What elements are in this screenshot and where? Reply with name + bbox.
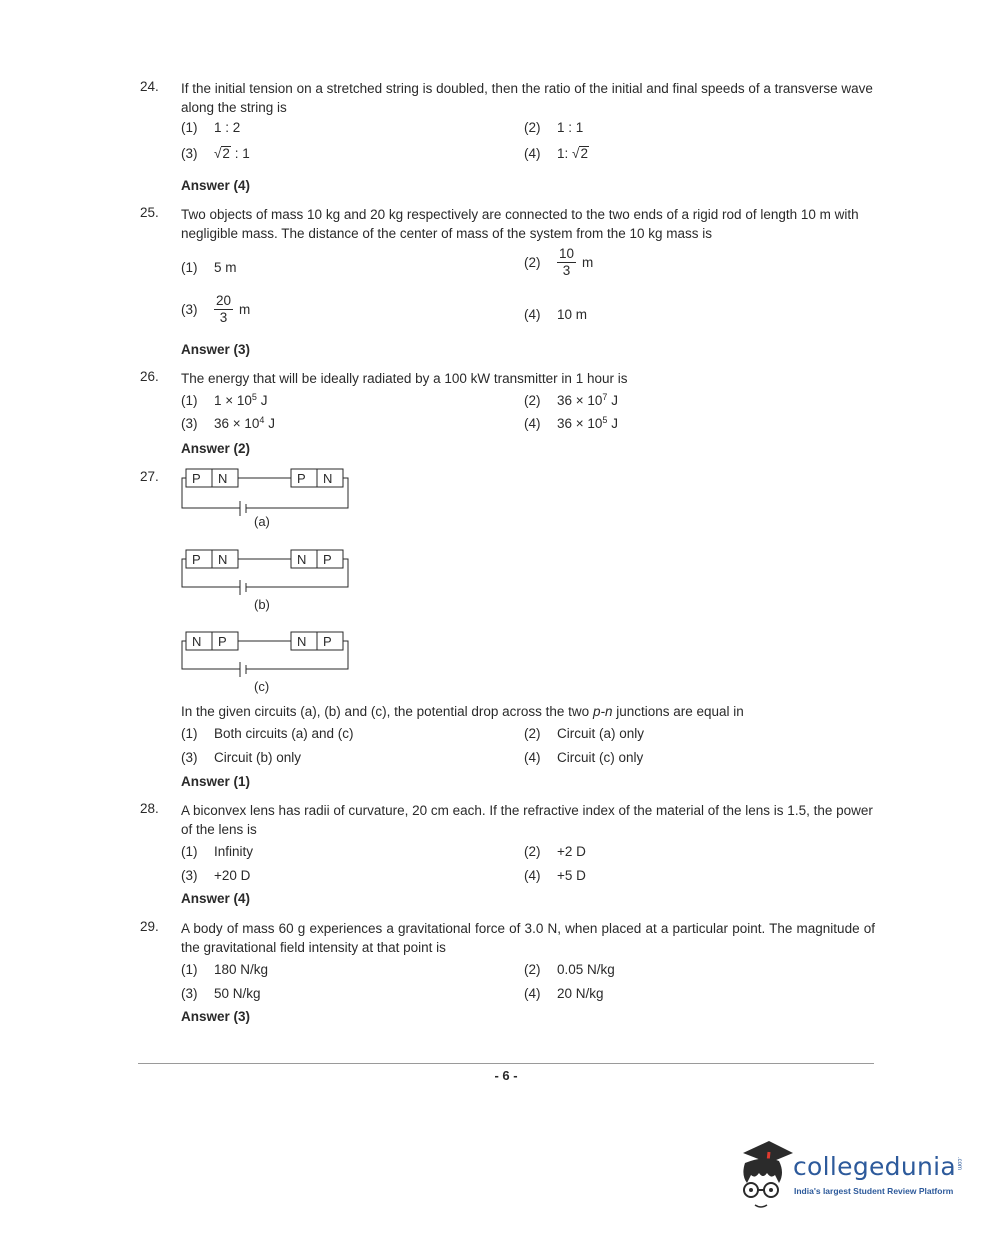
circuit-label: (b) [254, 597, 270, 612]
option-1: (1) $1 \times 10^5$ J [181, 392, 268, 408]
logo-name: collegedunia [793, 1152, 956, 1181]
question-25 [140, 205, 875, 357]
option-3: (3) Circuit (b) only [181, 750, 302, 765]
option-4: (4) +5 D [524, 868, 586, 883]
diode1-right: N [218, 552, 228, 567]
option-3: (3) $\frac{20}{3}$ m [181, 293, 251, 325]
question-text: In the given circuits (a), (b) and (c), the potential drop across the two p-n junctions are equal in [181, 704, 744, 719]
option-2: (2) +2 D [524, 844, 586, 859]
option-1: (1) 180 N/kg [181, 962, 269, 977]
footer-divider [138, 1063, 874, 1064]
option-3: (3) 50 N/kg [181, 986, 261, 1001]
page-number: - 6 - [494, 1068, 518, 1083]
diode2-left: N [297, 552, 307, 567]
logo-suffix: .com [956, 1157, 962, 1171]
circuit-label: (a) [254, 514, 270, 529]
option-2: (2) 1 : 1 [524, 120, 584, 135]
circuit-b [180, 547, 355, 616]
diode2-right: P [323, 634, 332, 649]
option-2: (2) $\frac{10}{3}$ m [524, 246, 594, 278]
question-text: A body of mass 60 g experiences a gravitational force of 3.0 N, when placed at a particular point. The magnitude of the gravitational field intensity at that point is [181, 921, 875, 955]
option-1: (1) Both circuits (a) and (c) [181, 726, 354, 741]
circuit-a [180, 466, 355, 535]
circuit-c [180, 629, 355, 698]
option-4: (4) Circuit (c) only [524, 750, 644, 765]
diode1-left: P [192, 552, 201, 567]
question-26 [140, 369, 875, 456]
diode2-left: P [297, 471, 306, 486]
question-text: If the initial tension on a stretched string is doubled, then the ratio of the initial and final speeds of a transverse wave along the string is [181, 81, 873, 115]
answer: Answer (3) [181, 1009, 251, 1024]
collegedunia-logo[interactable] [735, 1135, 965, 1210]
option-4: (4) 20 N/kg [524, 986, 604, 1001]
diode1-left: N [192, 634, 202, 649]
question-27-body [140, 702, 875, 789]
option-2: (2) $36 \times 10^7$ J [524, 392, 618, 408]
option-4: (4) 10 m [524, 307, 588, 322]
question-number: 28. [140, 801, 159, 816]
option-4: (4) $36 \times 10^5$ J [524, 415, 618, 431]
logo-tagline: India's largest Student Review Platform [794, 1186, 954, 1196]
question-number: 26. [140, 369, 159, 384]
question-text: A biconvex lens has radii of curvature, 20 cm each. If the refractive index of the material of the lens is 1.5, the power of the lens is [181, 803, 873, 837]
answer: Answer (4) [181, 891, 251, 906]
option-3: (3) √2 : 1 [181, 146, 250, 161]
question-number: 25. [140, 205, 159, 220]
question-text: The energy that will be ideally radiated by a 100 kW transmitter in 1 hour is [181, 371, 628, 386]
question-24 [140, 79, 875, 193]
diode1-left: P [192, 471, 201, 486]
question-number: 27. [140, 469, 159, 484]
option-4: (4) 1: √2 [524, 146, 588, 161]
option-2: (2) 0.05 N/kg [524, 962, 615, 977]
diode2-left: N [297, 634, 307, 649]
diode2-right: N [323, 471, 333, 486]
option-3: (3) +20 D [181, 868, 251, 883]
diode2-right: P [323, 552, 332, 567]
option-1: (1) 5 m [181, 260, 237, 275]
mascot-icon [735, 1135, 797, 1210]
option-1: (1) 1 : 2 [181, 120, 241, 135]
question-29 [140, 919, 875, 1024]
answer: Answer (1) [181, 774, 251, 789]
question-number: 29. [140, 919, 159, 934]
question-number: 24. [140, 79, 159, 94]
answer: Answer (3) [181, 342, 251, 357]
answer: Answer (4) [181, 178, 251, 193]
option-1: (1) Infinity [181, 844, 254, 859]
option-2: (2) Circuit (a) only [524, 726, 645, 741]
question-text: Two objects of mass 10 kg and 20 kg respectively are connected to the two ends of a rigid rod of length 10 m with negligible mass. The distance of the center of mass of the system from the 10 kg mass is [181, 207, 859, 241]
option-3: (3) $36 \times 10^4$ J [181, 415, 275, 431]
diode1-right: N [218, 471, 228, 486]
answer: Answer (2) [181, 441, 251, 456]
circuit-label: (c) [254, 679, 270, 694]
diode1-right: P [218, 634, 227, 649]
question-28 [140, 801, 875, 906]
